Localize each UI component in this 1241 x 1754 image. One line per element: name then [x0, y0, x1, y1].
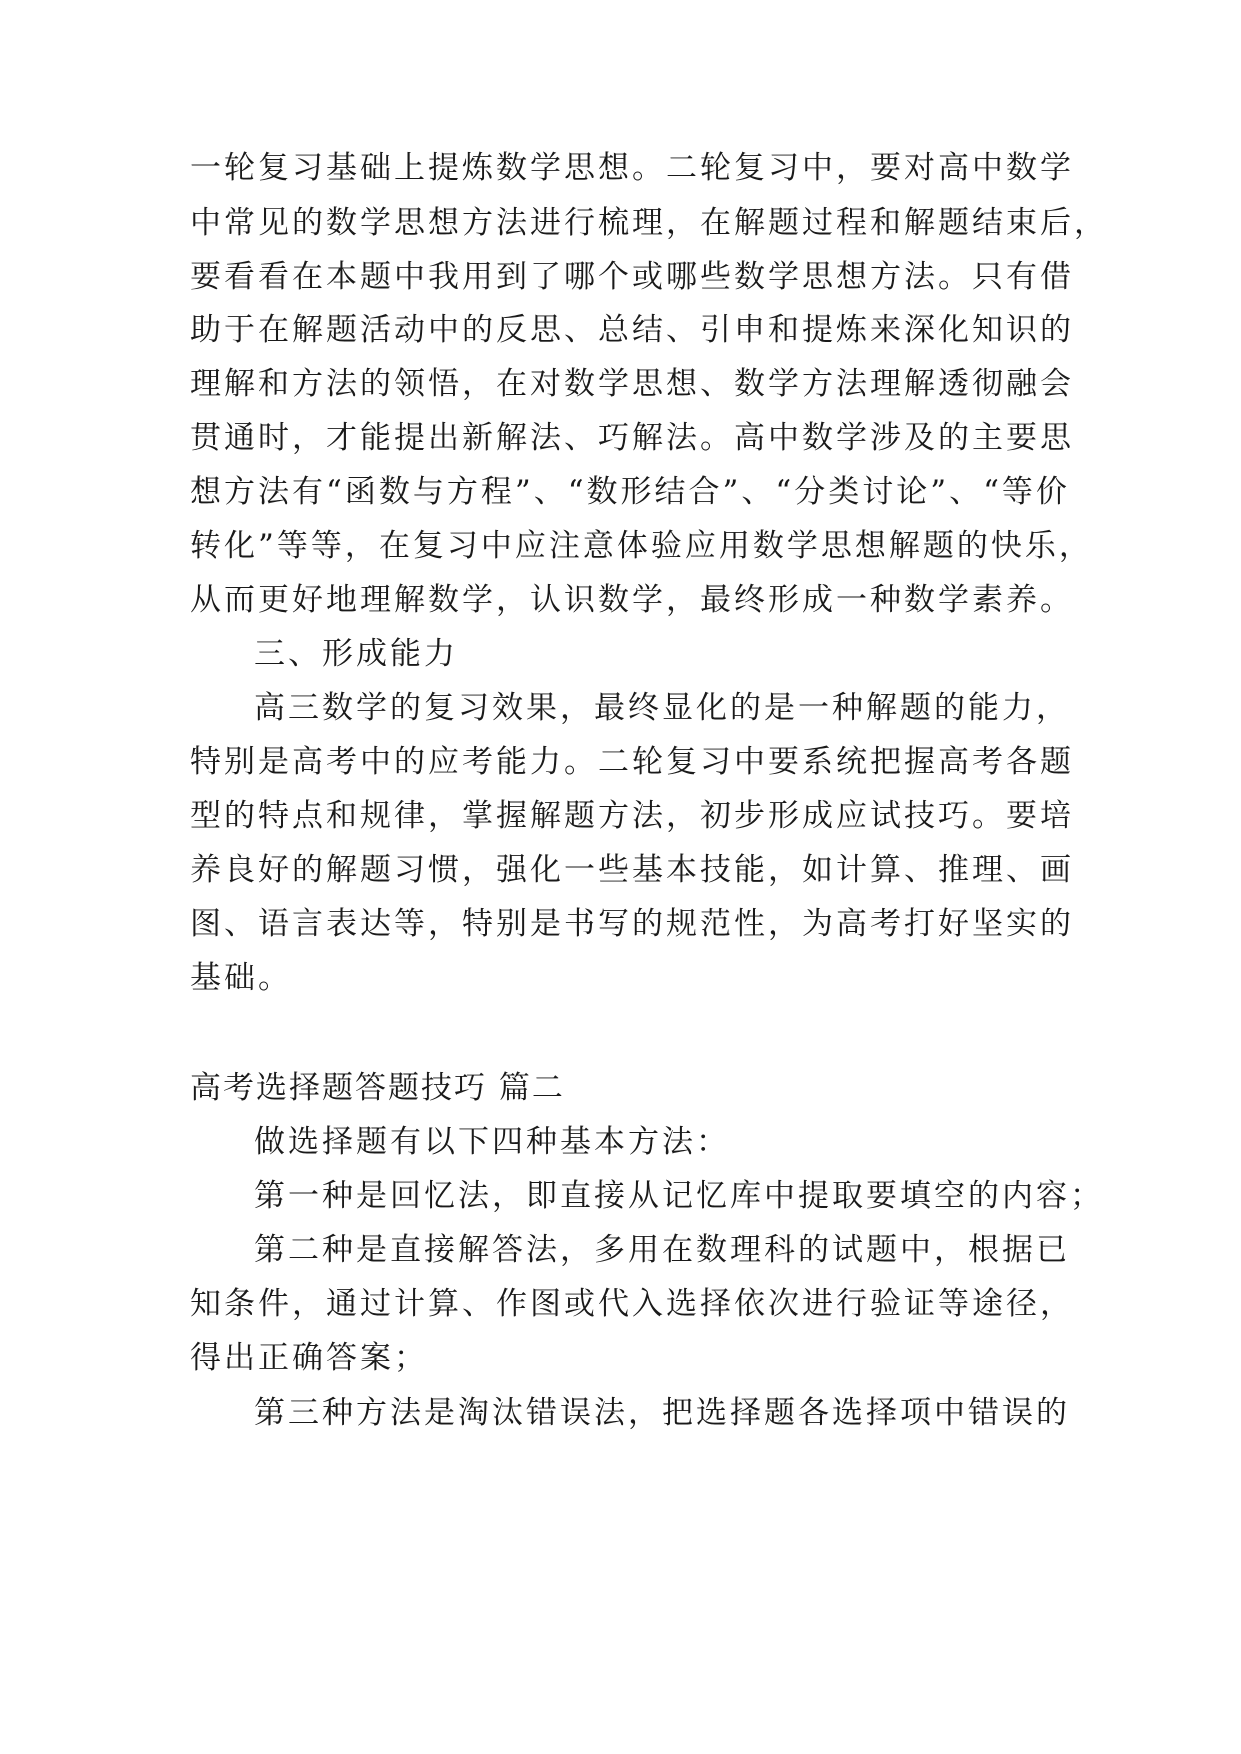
body-text-line: 要看看在本题中我用到了哪个或哪些数学思想方法。只有借 [190, 259, 1074, 295]
body-text-line: 转化”等等，在复习中应注意体验应用数学思想解题的快乐， [190, 528, 1093, 564]
body-text-line: 第一种是回忆法，即直接从记忆库中提取要填空的内容； [254, 1178, 1104, 1214]
body-text-line: 中常见的数学思想方法进行梳理，在解题过程和解题结束后， [190, 205, 1108, 241]
body-text-line: 基础。 [190, 960, 292, 996]
body-text-line: 图、语言表达等，特别是书写的规范性，为高考打好坚实的 [190, 906, 1074, 942]
section-title: 高考选择题答题技巧 篇二 [190, 1070, 565, 1106]
body-text-line: 助于在解题活动中的反思、总结、引申和提炼来深化知识的 [190, 312, 1074, 348]
body-text-line: 养良好的解题习惯，强化一些基本技能，如计算、推理、画 [190, 852, 1074, 888]
body-text-line: 从而更好地理解数学，认识数学，最终形成一种数学素养。 [190, 582, 1074, 618]
body-text-line: 第二种是直接解答法，多用在数理科的试题中，根据已 [254, 1232, 1070, 1268]
body-text-line: 理解和方法的领悟，在对数学思想、数学方法理解透彻融会 [190, 366, 1074, 402]
body-text-line: 第三种方法是淘汰错误法，把选择题各选择项中错误的 [254, 1395, 1070, 1431]
body-text-line: 贯通时，才能提出新解法、巧解法。高中数学涉及的主要思 [190, 420, 1074, 456]
body-text-line: 想方法有“函数与方程”、“数形结合”、“分类讨论”、“等价 [190, 474, 1070, 510]
body-text-line: 一轮复习基础上提炼数学思想。二轮复习中，要对高中数学 [190, 150, 1074, 186]
body-text-line: 型的特点和规律，掌握解题方法，初步形成应试技巧。要培 [190, 798, 1074, 834]
body-text-line: 知条件，通过计算、作图或代入选择依次进行验证等途径， [190, 1286, 1074, 1322]
subheading: 三、形成能力 [254, 636, 458, 672]
body-text-line: 高三数学的复习效果，最终显化的是一种解题的能力， [254, 690, 1070, 726]
body-text-line: 得出正确答案； [190, 1340, 428, 1376]
body-text-line: 特别是高考中的应考能力。二轮复习中要系统把握高考各题 [190, 744, 1074, 780]
body-text-line: 做选择题有以下四种基本方法： [254, 1124, 730, 1160]
